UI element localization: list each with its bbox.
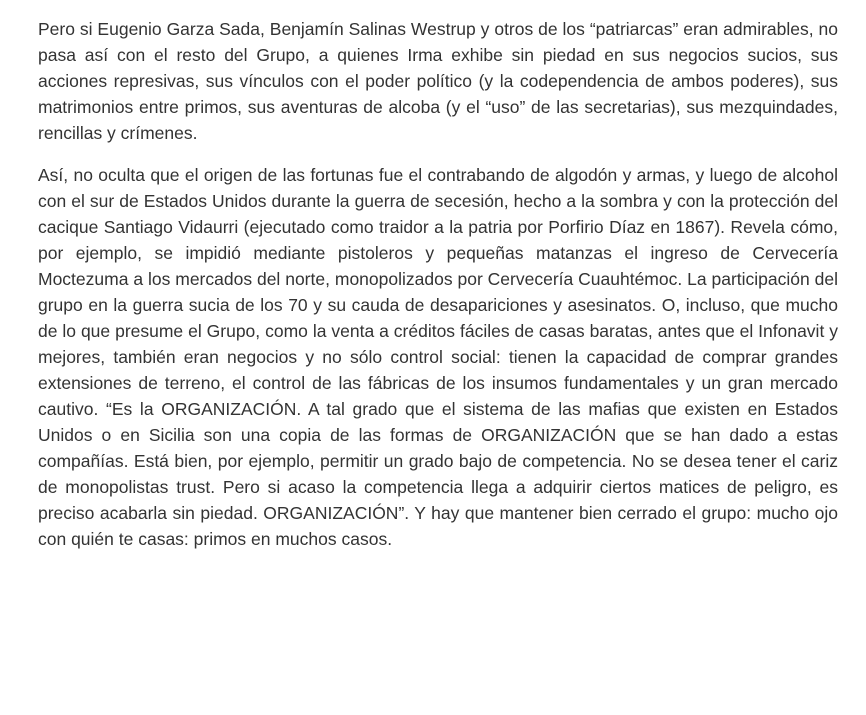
article-paragraph: Así, no oculta que el origen de las fortunas fue el contrabando de algodón y armas, y luego de alcohol con el sur de Estados Unidos durante la guerra de secesión, hecho a la sombra y con la protección del cacique Santiago Vidaurri (ejecutado como traidor a la patria por Porfirio Díaz en 1867). Revela cómo, por ejemplo, se impidió mediante pistoleros y pequeñas matanzas el ingreso de Cervecería Moctezuma a los mercados del norte, monopolizados por Cervecería Cuauhtémoc. La participación del grupo en la guerra sucia de los 70 y su cauda de desapariciones y asesinatos. O, incluso, que mucho de lo que presume el Grupo, como la venta a créditos fáciles de casas baratas, antes que el Infonavit y mejores, también eran negocios y no sólo control social: tienen la capacidad de comprar grandes extensiones de terreno, el control de las fábricas de los insumos fundamentales y un gran mercado cautivo. “Es la ORGANIZACIÓN. A tal grado que el sistema de las mafias que existen en Estados Unidos o en Sicilia son una copia de las formas de ORGANIZACIÓN que se han dado a estas compañías. Está bien, por ejemplo, permitir un grado bajo de competencia. No se desea tener el cariz de monopolistas trust. Pero si acaso la competencia llega a adquirir ciertos matices de peligro, es preciso acabarla sin piedad. ORGANIZACIÓN”. Y hay que mantener bien cerrado el grupo: mucho ojo con quién te casas: primos en muchos casos. [38, 165, 838, 549]
article-body [38, 16, 838, 568]
article-paragraph: Pero si Eugenio Garza Sada, Benjamín Salinas Westrup y otros de los “patriarcas” eran admirables, no pasa así con el resto del Grupo, a quienes Irma exhibe sin piedad en sus negocios sucios, sus acciones represivas, sus vínculos con el poder político (y la codependencia de ambos poderes), sus matrimonios entre primos, sus aventuras de alcoba (y el “uso” de las secretarias), sus mezquindades, rencillas y crímenes. [38, 19, 838, 143]
